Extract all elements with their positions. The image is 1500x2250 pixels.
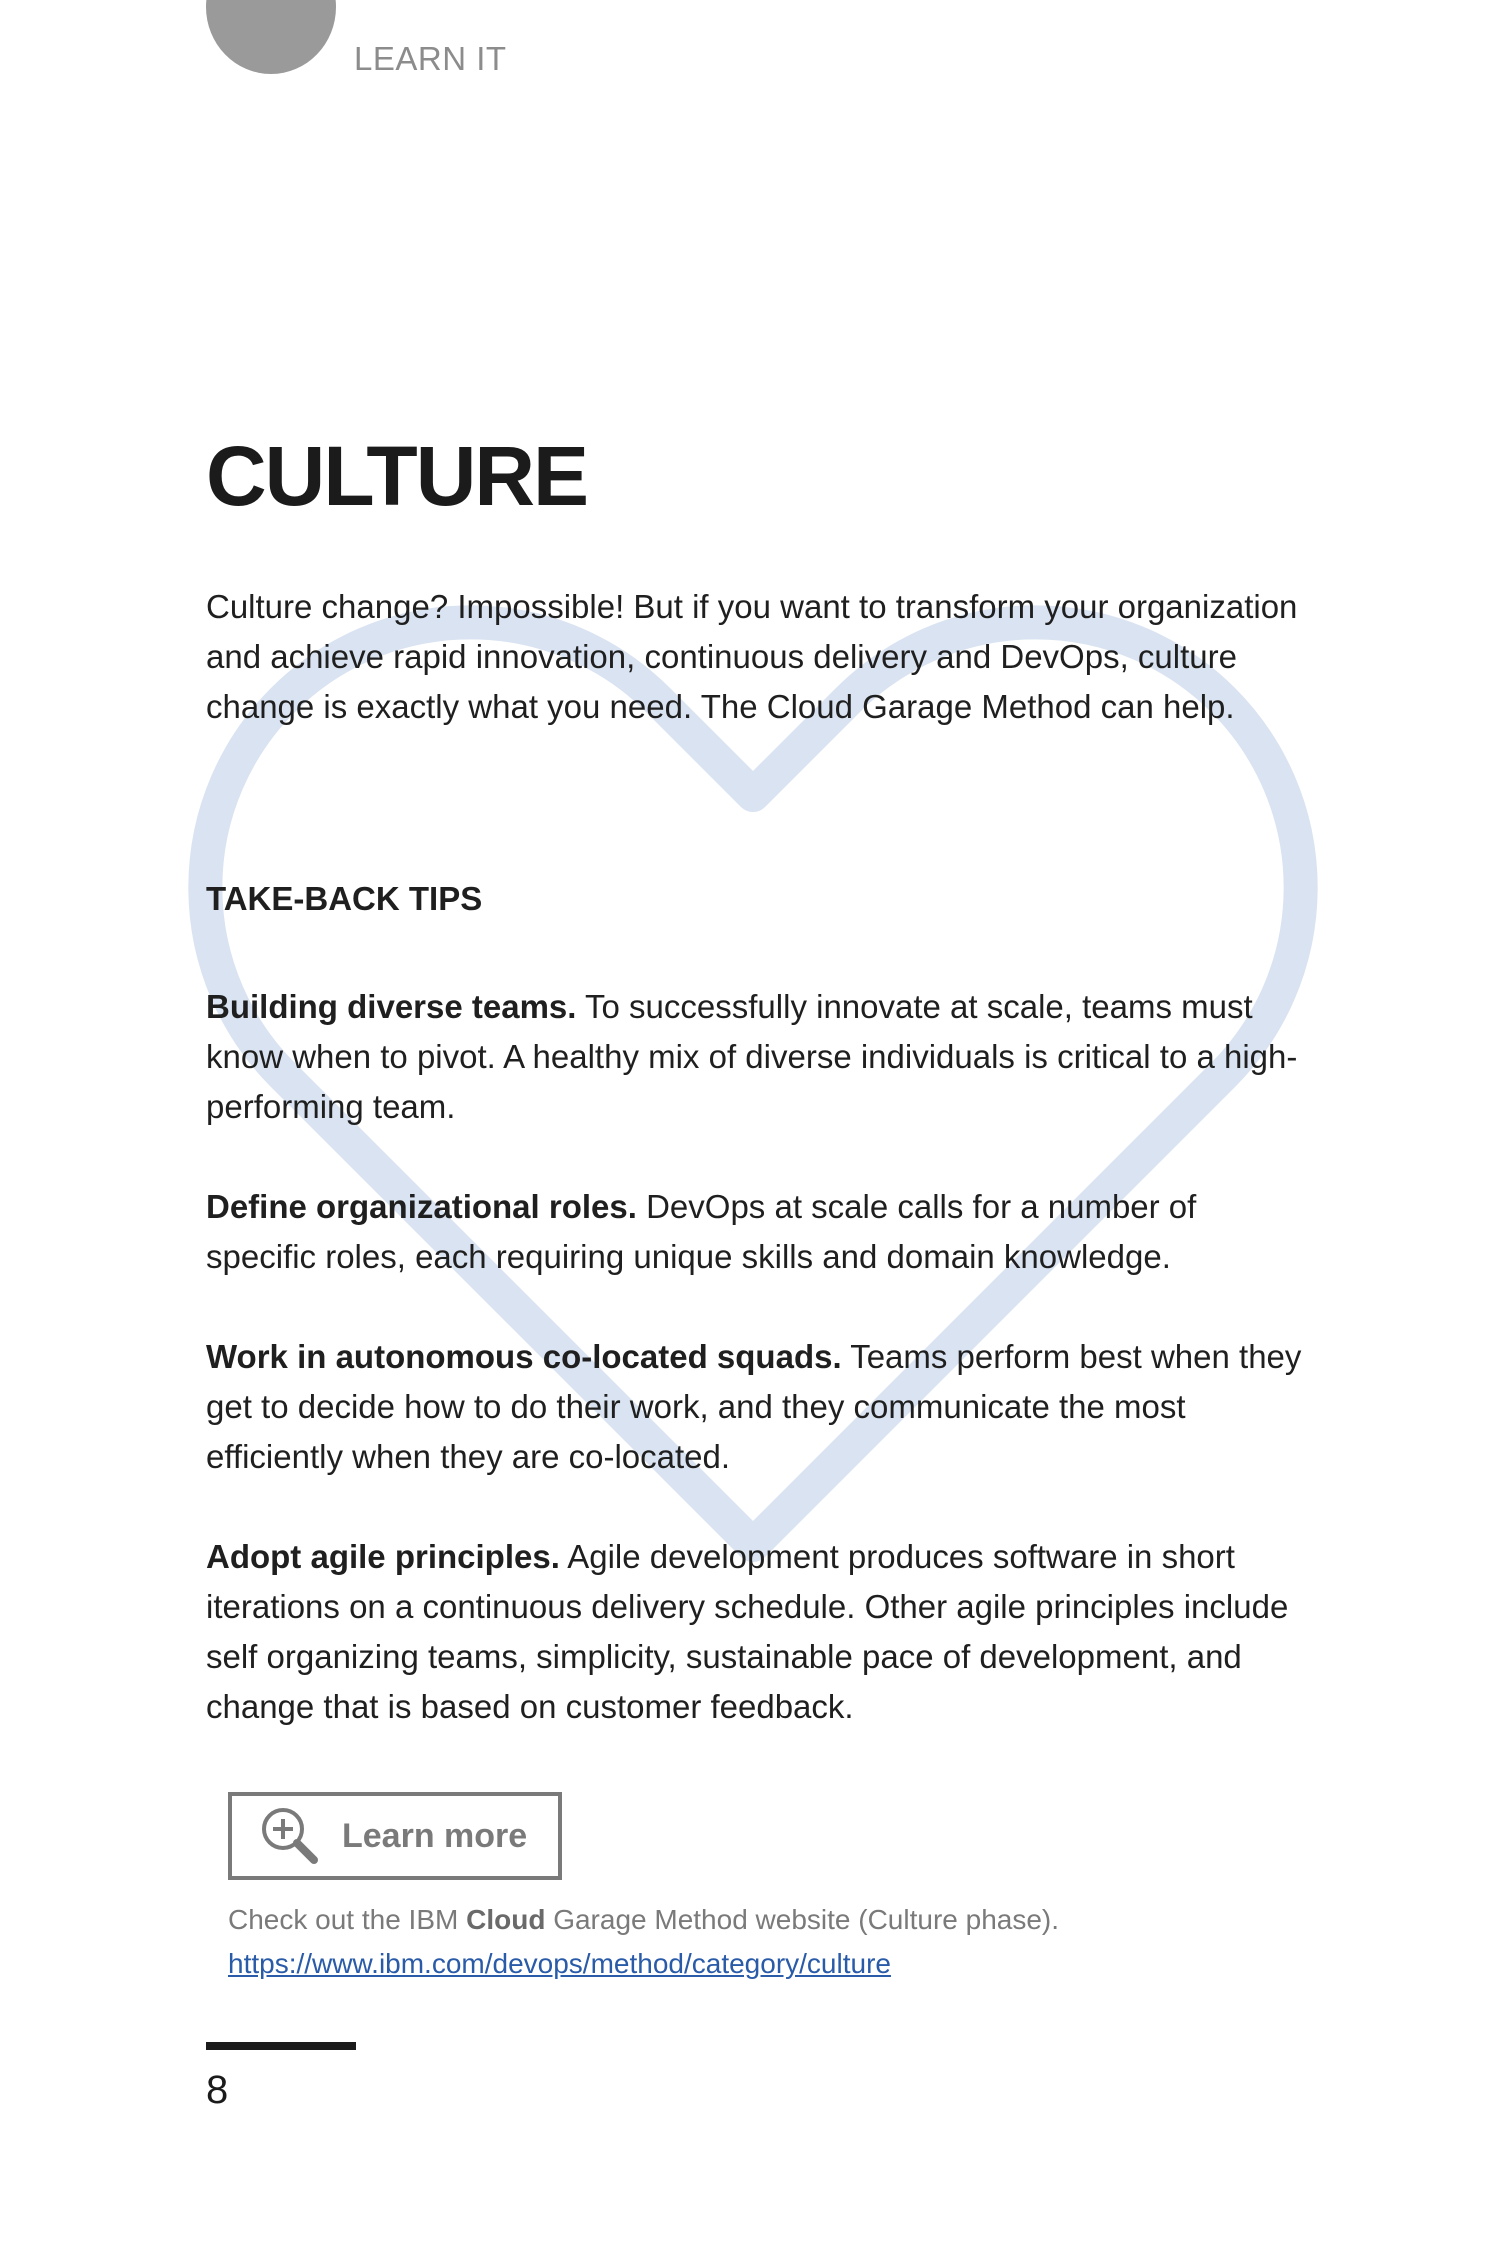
note-text-bold: Cloud — [466, 1904, 546, 1935]
tip-title: Define organizational roles. — [206, 1188, 637, 1225]
page-title: CULTURE — [206, 429, 588, 523]
section-label: LEARN IT — [354, 40, 507, 77]
header-circle — [206, 0, 336, 74]
intro-paragraph: Culture change? Impossible! But if you want to transform your organization and achieve rapid innovation, continuous delivery and DevOps, culture change is exactly what you need. The Cloud Garage Method can help. — [206, 588, 1298, 725]
tip-title: Building diverse teams. — [206, 988, 577, 1025]
learn-more-label: Learn more — [342, 1816, 528, 1855]
note-text-end: Garage Method website (Culture phase). — [545, 1904, 1060, 1935]
learn-more-note — [228, 1904, 1059, 1936]
tips-heading: TAKE-BACK TIPS — [206, 880, 483, 917]
culture-method-link[interactable]: https://www.ibm.com/devops/method/category/culture — [228, 1948, 891, 1979]
tip-title: Adopt agile principles. — [206, 1538, 560, 1575]
footer-rule — [206, 2042, 356, 2050]
tip-body: DevOps at scale calls for a number of specific roles, each requiring unique skills and domain knowledge. — [206, 1188, 1197, 1275]
note-text-start: Check out the IBM — [228, 1904, 467, 1935]
tip-body: Agile development produces software in short iterations on a continuous delivery schedule. Other agile principles include self organizing teams, simplicity, sustainable pace of development, and change that is based on customer feedback. — [206, 1538, 1289, 1725]
zoom-in-icon — [258, 1804, 322, 1868]
page-number: 8 — [206, 2068, 229, 2112]
tip-title: Work in autonomous co-located squads. — [206, 1338, 842, 1375]
tip-body: Teams perform best when they get to decide how to do their work, and they communicate the most efficiently when they are co-located. — [206, 1338, 1302, 1475]
tip-body: To successfully innovate at scale, teams must know when to pivot. A healthy mix of diverse individuals is critical to a high-performing team. — [206, 988, 1298, 1125]
tip-define-organizational-roles — [206, 1182, 1306, 1282]
tip-building-diverse-teams — [206, 982, 1306, 1132]
learn-more-button[interactable] — [228, 1792, 562, 1880]
tip-autonomous-squads — [206, 1332, 1306, 1482]
tip-adopt-agile-principles — [206, 1532, 1306, 1732]
